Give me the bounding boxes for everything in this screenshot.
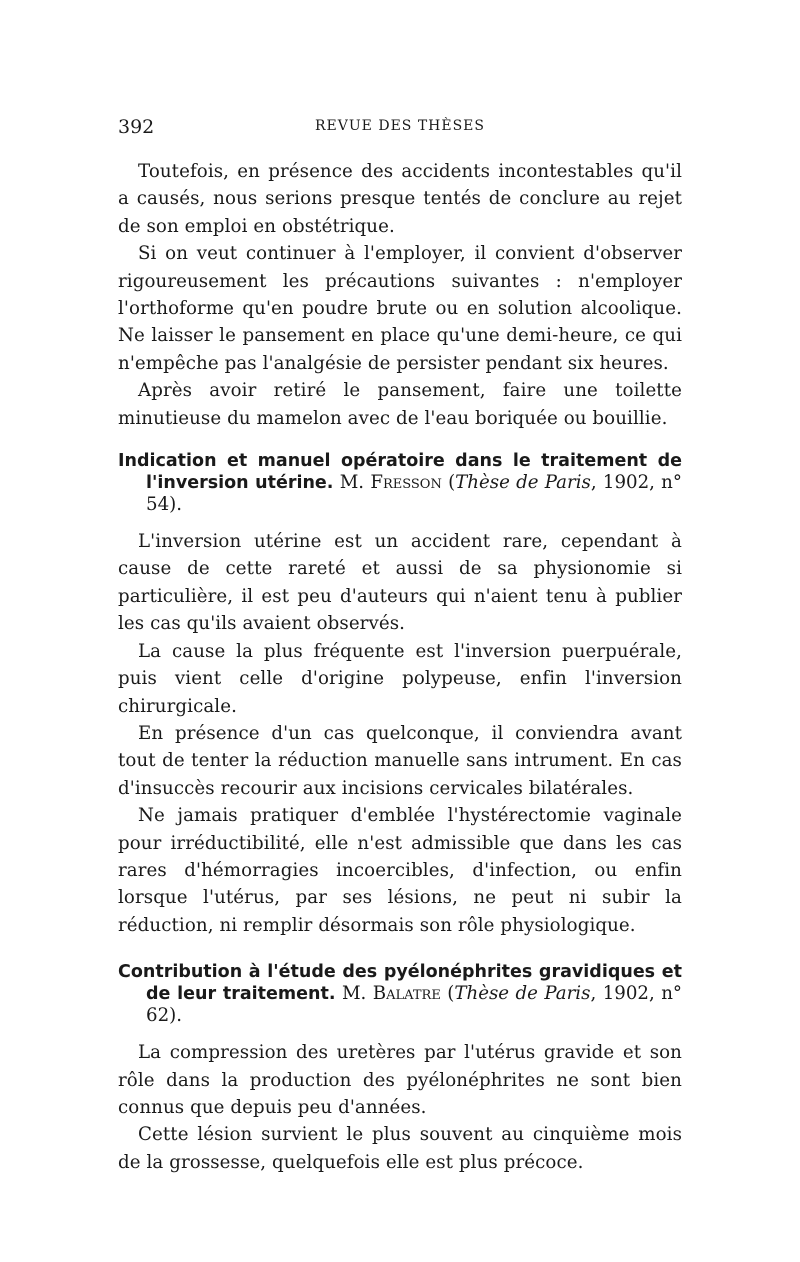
author-name: Balatre	[372, 983, 441, 1005]
thesis-reference: Thèse de Paris	[454, 983, 591, 1005]
body-paragraph: Toutefois, en présence des accidents incontestables qu'il a causés, nous serions presque tentés de conclure au rejet de son emploi en obstétrique.	[118, 161, 682, 237]
thesis-reference: Thèse de Paris	[455, 472, 591, 494]
citation-details: , 1902, n° 62).	[146, 983, 683, 1027]
section-heading-pyelonephrites: Contribution à l'étude des pyélonéphrites gravidiques et de leur traitement. M. Balatre (Thèse de Paris, 1902, n° 62).	[118, 962, 683, 1027]
body-paragraph: Si on veut continuer à l'employer, il convient d'observer rigoureusement les précautions suivantes : n'employer l'orthoforme qu'en poudre brute ou en solution alcoolique. Ne laisser le pansement en place qu'une demi-heure, ce qui n'empêche pas l'analgésie de persister pendant six heures.	[118, 243, 682, 374]
body-paragraph: Cette lésion survient le plus souvent au cinquième mois de la grossesse, quelquefois elle est plus précoce.	[118, 1124, 682, 1173]
running-header	[118, 116, 682, 146]
body-paragraph: La compression des uretères par l'utérus gravide et son rôle dans la production des pyélonéphrites ne sont bien connus que depuis peu d'années.	[118, 1042, 682, 1118]
running-title: REVUE DES THÈSES	[315, 118, 485, 134]
body-paragraph: L'inversion utérine est un accident rare, cependant à cause de cette rareté et aussi de sa physionomie si particulière, il est peu d'auteurs qui n'aient tenu à publier les cas qu'ils avaient observés.	[118, 531, 682, 635]
body-paragraph: Ne jamais pratiquer d'emblée l'hystérectomie vaginale pour irréductibilité, elle n'est admissible que dans les cas rares d'hémorragies incoercibles, d'infection, ou enfin lorsque l'utérus, par ses lésions, ne peut ni subir la réduction, ni remplir désormais son rôle physiologique.	[118, 805, 682, 936]
section-heading-inversion: Indication et manuel opératoire dans le traitement de l'inversion utérine. M. Fresson (Thèse de Paris, 1902, n° 54).	[118, 451, 682, 516]
body-paragraph: Après avoir retiré le pansement, faire une toilette minutieuse du mamelon avec de l'eau boriquée ou bouillie.	[118, 380, 682, 429]
author-name: Fresson	[370, 472, 442, 494]
author-prefix: M.	[341, 983, 367, 1005]
page-number: 392	[118, 116, 155, 138]
author-prefix: M.	[339, 472, 365, 494]
section-title: Indication et manuel opératoire dans le traitement de l'inversion utérine.	[118, 451, 682, 494]
body-paragraph: La cause la plus fréquente est l'inversion puerpuérale, puis vient celle d'origine polypeuse, enfin l'inversion chirurgicale.	[118, 640, 682, 717]
section-title: Contribution à l'étude des pyélonéphrites gravidiques et de leur traitement.	[118, 962, 682, 1005]
citation-details: , 1902, n° 54).	[146, 472, 682, 516]
body-paragraph: En présence d'un cas quelconque, il conviendra avant tout de tenter la réduction manuelle sans intrument. En cas d'insuccès recourir aux incisions cervicales bilatérales.	[118, 722, 682, 799]
